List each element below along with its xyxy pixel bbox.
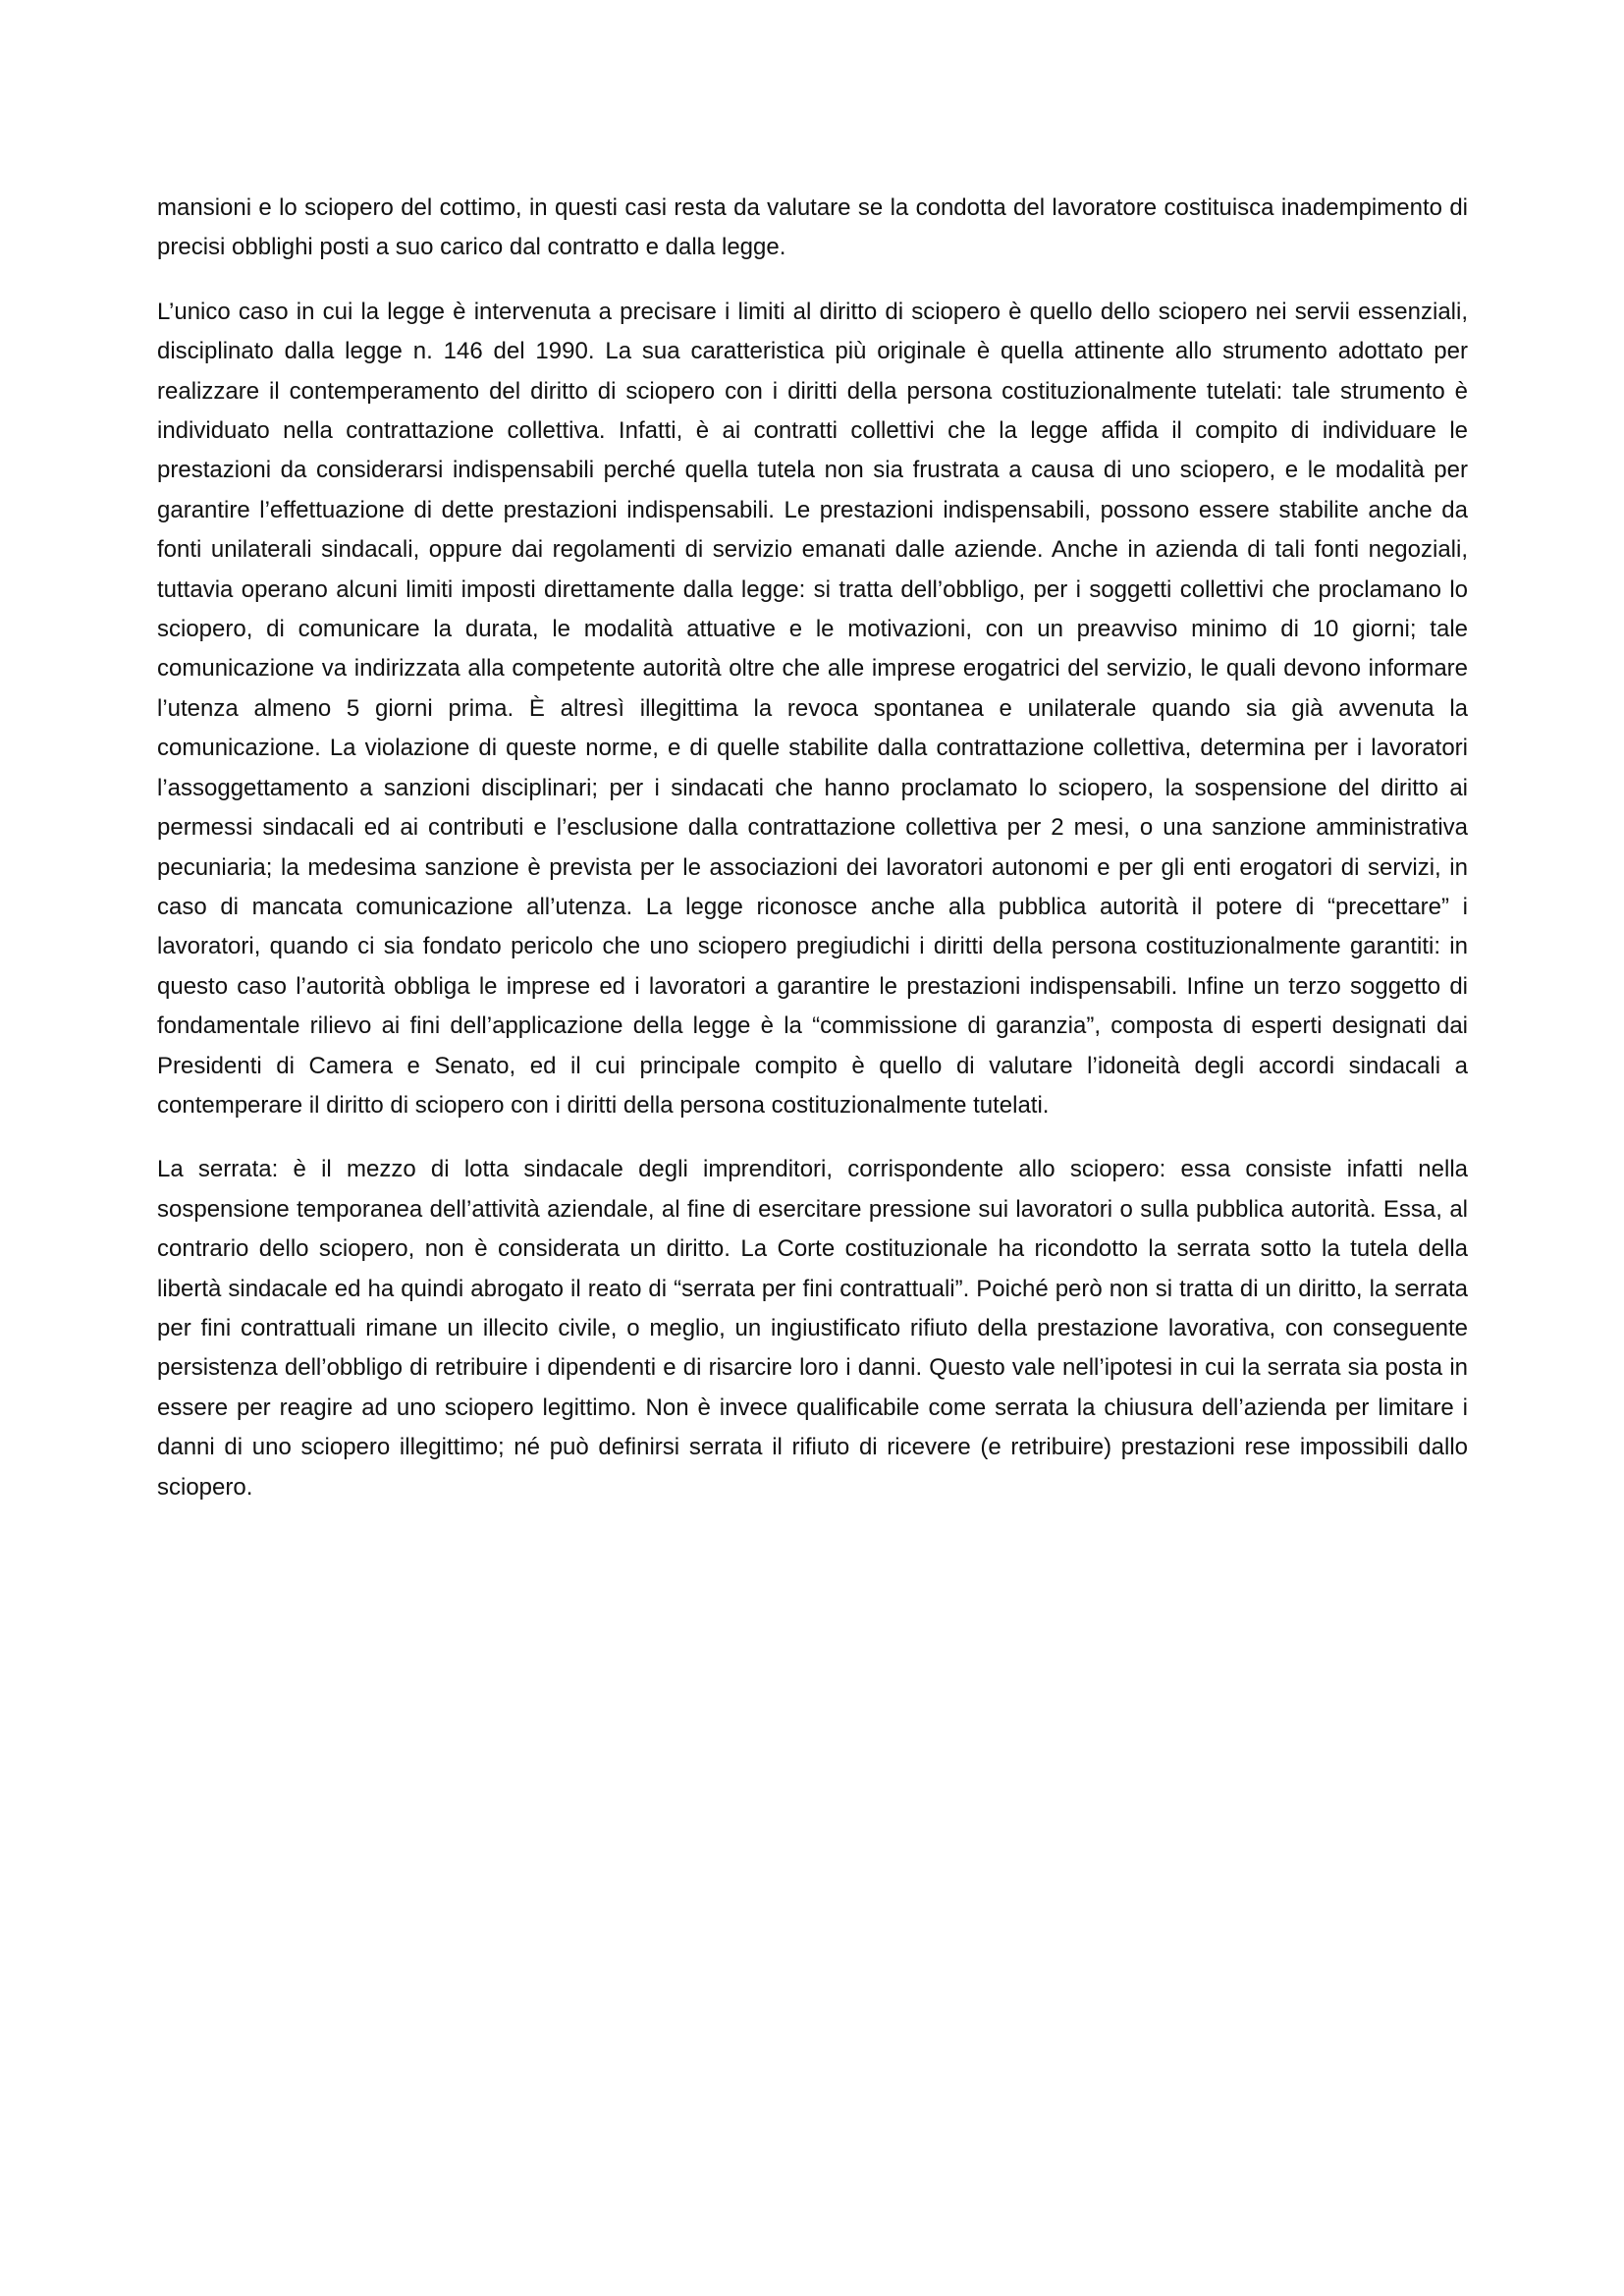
paragraph-mansioni: mansioni e lo sciopero del cottimo, in questi casi resta da valutare se la condotta del lavoratore costituisca inadempimento di precisi obblighi posti a suo carico dal contratto e dalla legge. — [157, 194, 1468, 261]
paragraph-servizi-essenziali: L’unico caso in cui la legge è intervenuta a precisare i limiti al diritto di sciopero è quello dello sciopero nei servii essenziali, disciplinato dalla legge n. 146 del 1990. La sua caratteristica più originale è quella attinente allo strumento adottato per realizzare il contemperamento del diritto di sciopero con i diritti della persona costituzionalmente tutelati: tale strumento è individuato nella contrattazione collettiva. Infatti, è ai contratti collettivi che la legge affida il compito di individuare le prestazioni da considerarsi indispensabili perché quella tutela non sia frustrata a causa di uno sciopero, e le modalità per garantire l’effettuazione di dette prestazioni indispensabili. Le prestazioni indispensabili, possono essere stabilite anche da fonti unilaterali sindacali, oppure dai regolamenti di servizio emanati dalle aziende. Anche in azienda di tali fonti negoziali, tuttavia operano alcuni limiti imposti direttamente dalla legge: si tratta dell’obbligo, per i soggetti collettivi che proclamano lo sciopero, di comunicare la durata, le modalità attuative e le motivazioni, con un preavviso minimo di 10 giorni; tale comunicazione va indirizzata alla competente autorità oltre che alle imprese erogatrici del servizio, le quali devono informare l’utenza almeno 5 giorni prima. È altresì illegittima la revoca spontanea e unilaterale quando sia già avvenuta la comunicazione. La violazione di queste norme, e di quelle stabilite dalla contrattazione collettiva, determina per i lavoratori l’assoggettamento a sanzioni disciplinari; per i sindacati che hanno proclamato lo sciopero, la sospensione del diritto ai permessi sindacali ed ai contributi e l’esclusione dalla contrattazione collettiva per 2 mesi, o una sanzione amministrativa pecuniaria; la medesima sanzione è prevista per le associazioni dei lavoratori autonomi e per gli enti erogatori di servizi, in caso di mancata comunicazione all’utenza. La legge riconosce anche alla pubblica autorità il potere di “precettare” i lavoratori, quando ci sia fondato pericolo che uno sciopero pregiudichi i diritti della persona costituzionalmente garantiti: in questo caso l’autorità obbliga le imprese ed i lavoratori a garantire le prestazioni indispensabili. Infine un terzo soggetto di fondamentale rilievo ai fini dell’applicazione della legge è la “commissione di garanzia”, composta di esperti designati dai Presidenti di Camera e Senato, ed il cui principale compito è quello di valutare l’idoneità degli accordi sindacali a contemperare il diritto di sciopero con i diritti della persona costituzionalmente tutelati. — [157, 298, 1468, 1119]
document-body — [157, 189, 1468, 1532]
paragraph-serrata: La serrata: è il mezzo di lotta sindacale degli imprenditori, corrispondente allo sciopero: essa consiste infatti nella sospensione temporanea dell’attività aziendale, al fine di esercitare pressione sui lavoratori o sulla pubblica autorità. Essa, al contrario dello sciopero, non è considerata un diritto. La Corte costituzionale ha ricondotto la serrata sotto la tutela della libertà sindacale ed ha quindi abrogato il reato di “serrata per fini contrattuali”. Poiché però non si tratta di un diritto, la serrata per fini contrattuali rimane un illecito civile, o meglio, un ingiustificato rifiuto della prestazione lavorativa, con conseguente persistenza dell’obbligo di retribuire i dipendenti e di risarcire loro i danni. Questo vale nell’ipotesi in cui la serrata sia posta in essere per reagire ad uno sciopero legittimo. Non è invece qualificabile come serrata la chiusura dell’azienda per limitare i danni di uno sciopero illegittimo; né può definirsi serrata il rifiuto di ricevere (e retribuire) prestazioni rese impossibili dallo sciopero. — [157, 1156, 1468, 1501]
